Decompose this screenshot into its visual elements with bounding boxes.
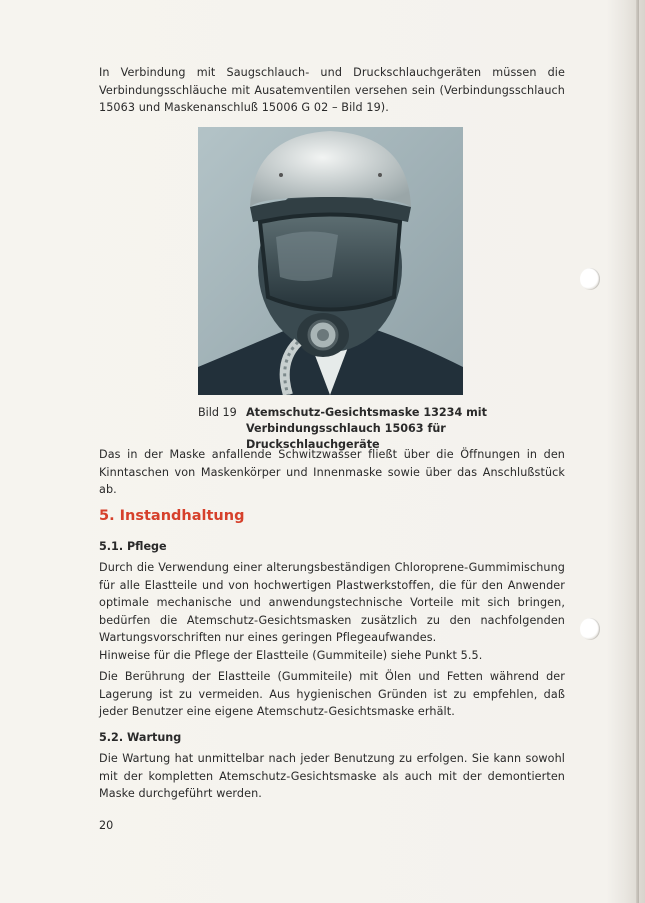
- wartung-paragraph-1: Die Wartung hat unmittelbar nach jeder Benutzung zu erfolgen. Sie kann sowohl mit der kompletten Atemschutz-Gesichtsmaske als auch mit der demontierten Maske durchgeführt werden.: [99, 752, 565, 801]
- intro-paragraph: In Verbindung mit Saugschlauch- und Druckschlauchgeräten müssen die Verbindungsschläuche mit Ausatemventilen versehen sein (Verbindungsschlauch 15063 und Maskenanschluß 15006 G 02 – Bild 19).: [99, 66, 565, 115]
- figure-number: Bild 19: [198, 406, 237, 419]
- pflege-paragraph-1: Durch die Verwendung einer alterungsbeständigen Chloroprene-Gummimischung für alle Elastteile und von hochwertigen Plastwerkstoffen, die für den Anwender optimale mechanische und anwendungstechnische Vorteile mit sich bringen, bedürfen die Atemschutz-Gesichtsmasken zusätzlich zu den nachfolgenden Wartungsvorschriften nur eines geringen Pflegeaufwandes.: [99, 561, 565, 645]
- subsection-title-wartung: 5.2. Wartung: [99, 731, 182, 744]
- paragraph-after-figure: Das in der Maske anfallende Schwitzwasser fließt über die Öffnungen in den Kinntaschen von Maskenkörper und Innenmaske sowie über das Anschlußstück ab.: [99, 448, 565, 497]
- pflege-paragraph-2: Hinweise für die Pflege der Elastteile (Gummiteile) siehe Punkt 5.5.: [99, 649, 483, 662]
- pflege-paragraph-3: Die Berührung der Elastteile (Gummiteile) mit Ölen und Fetten während der Lagerung ist zu vermeiden. Aus hygienischen Gründen ist zu empfehlen, daß jeder Benutzer eine eigene Atemschutz-Gesichtsmaske erhält.: [99, 670, 565, 719]
- figure-caption-text: Atemschutz-Gesichtsmaske 13234 mit Verbindungsschlauch 15063 für Druckschlauchgeräte: [246, 406, 487, 451]
- punch-hole-top: [580, 268, 600, 290]
- punch-hole-bottom: [580, 618, 600, 640]
- page-edge: [636, 0, 639, 903]
- gas-mask-illustration: [198, 127, 463, 395]
- page-number: 20: [99, 819, 114, 832]
- section-title: 5. Instandhaltung: [99, 508, 245, 524]
- figure-photo-gas-mask: [198, 127, 463, 395]
- subsection-title-pflege: 5.1. Pflege: [99, 540, 167, 553]
